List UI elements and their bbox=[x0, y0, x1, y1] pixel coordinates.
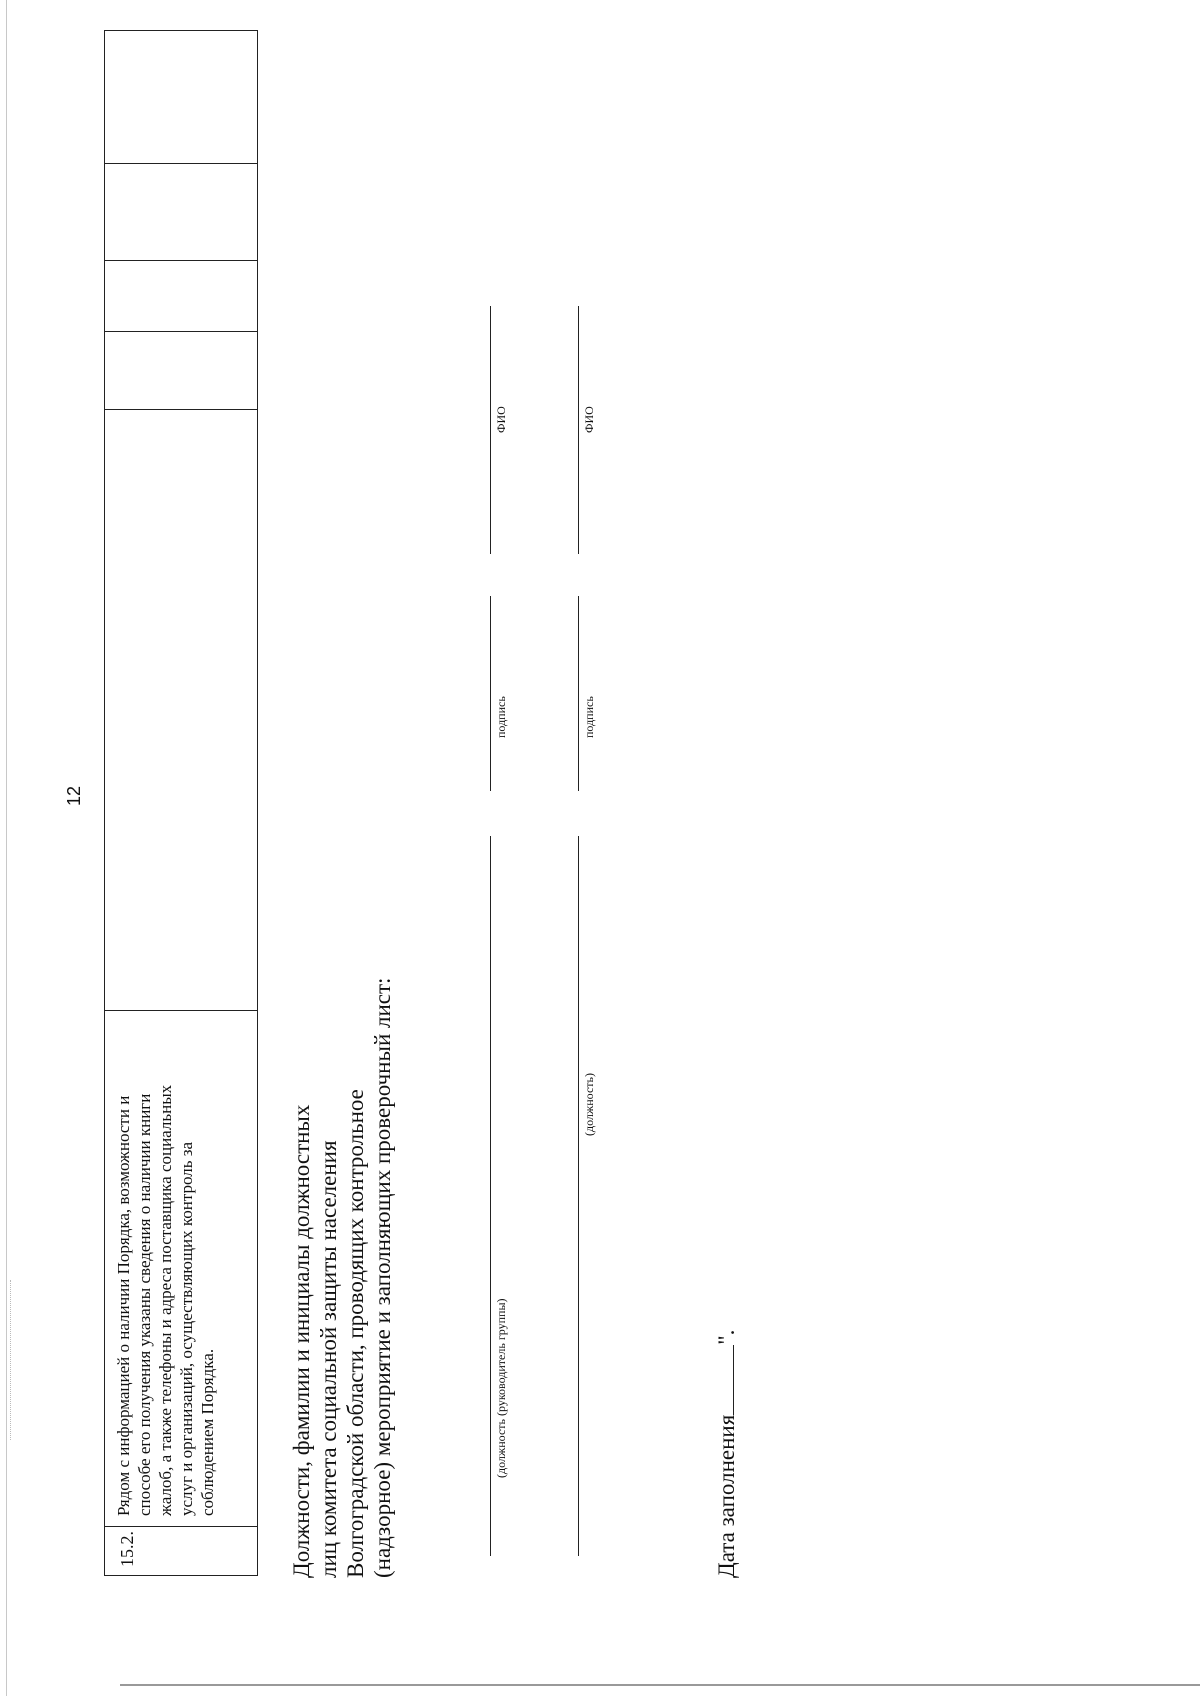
row-number: 15.2. bbox=[117, 1531, 137, 1567]
position-caption: (должность) bbox=[582, 1073, 596, 1136]
requirement-line: способе его получения указаны сведения о наличии книги bbox=[135, 1093, 154, 1516]
requirement-line: жалоб, а также телефоны и адреса поставщика социальных bbox=[156, 1084, 175, 1516]
checklist-table bbox=[104, 30, 258, 1576]
officials-line: (надзорное) мероприятие и заполняющих проверочный лист: bbox=[370, 977, 395, 1578]
requirement-line: соблюдением Порядка. bbox=[198, 1348, 217, 1516]
officials-line: Должности, фамилии и инициалы должностных bbox=[289, 1104, 314, 1578]
signature-caption: подпись bbox=[494, 696, 508, 738]
table-row bbox=[105, 31, 258, 1576]
row-number-cell bbox=[105, 1527, 258, 1576]
date-blank bbox=[715, 1345, 734, 1415]
signature-caption: подпись bbox=[582, 696, 596, 738]
name-line bbox=[578, 306, 579, 554]
officials-heading bbox=[288, 758, 396, 1578]
empty-cell bbox=[105, 31, 258, 164]
requirement-line: услуг и организаций, осуществляющих контроль за bbox=[177, 1141, 196, 1516]
signature-line bbox=[578, 596, 579, 791]
requirement-cell bbox=[105, 1011, 258, 1527]
fill-date-suffix: ". bbox=[714, 1329, 739, 1345]
name-caption: ФИО bbox=[582, 406, 596, 433]
requirement-line: Рядом с информацией о наличии Порядка, возможности и bbox=[114, 1095, 133, 1516]
empty-cell bbox=[105, 164, 258, 261]
empty-cell bbox=[105, 332, 258, 410]
position-caption: (должность (руководитель группы) bbox=[494, 1298, 508, 1478]
fill-date bbox=[714, 1330, 740, 1578]
empty-cell bbox=[105, 410, 258, 1011]
requirement-text bbox=[105, 1011, 226, 1526]
name-caption: ФИО bbox=[494, 406, 508, 433]
empty-cell bbox=[105, 261, 258, 332]
page-number: 12 bbox=[64, 785, 84, 807]
position-line bbox=[490, 836, 491, 1556]
officials-line: Волгоградской области, проводящих контрольное bbox=[343, 1089, 368, 1578]
officials-line: лиц комитета социальной защиты населения bbox=[316, 1140, 341, 1578]
fill-date-label: Дата заполнения bbox=[714, 1414, 739, 1578]
position-line bbox=[578, 836, 579, 1556]
name-line bbox=[490, 306, 491, 554]
signature-line bbox=[490, 596, 491, 791]
